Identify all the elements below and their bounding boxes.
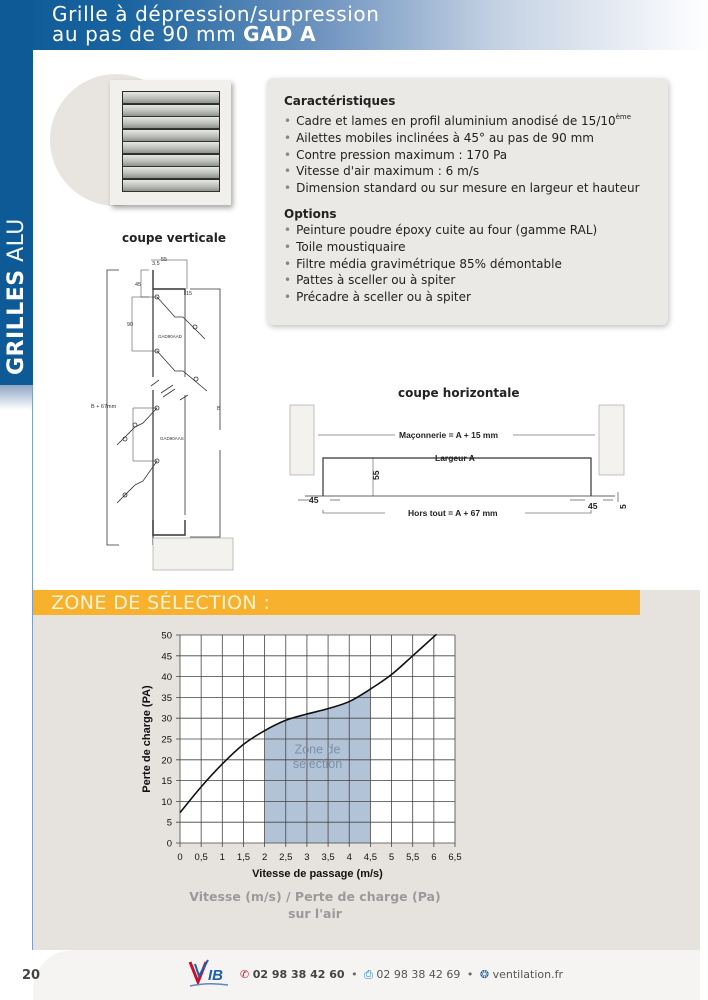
chart-caption xyxy=(150,888,480,922)
list-item: • Filtre média gravimétrique 85% démontable xyxy=(284,256,668,273)
phone-number[interactable]: 02 98 38 42 60 xyxy=(252,968,345,981)
characteristics-heading: Caractéristiques xyxy=(284,94,396,108)
phone-icon: ✆ xyxy=(240,968,250,981)
right-45-dim: 45 xyxy=(588,501,598,511)
overall-dim: Hors tout = A + 67 mm xyxy=(408,508,498,518)
selection-zone-title: ZONE DE SÉLECTION : xyxy=(51,592,271,614)
separator: • xyxy=(351,968,358,981)
vertical-section-drawing xyxy=(91,255,255,570)
depth-dim: 55 xyxy=(371,470,381,480)
options-heading: Options xyxy=(284,206,337,221)
y-tick-label: 25 xyxy=(161,734,172,746)
list-item: • Dimension standard ou sur mesure en largeur et hauteur xyxy=(284,180,668,197)
x-axis-label: Vitesse de passage (m/s) xyxy=(252,868,383,880)
zone-bar-filler xyxy=(640,590,700,615)
part-label-top: GAD90AAD xyxy=(158,334,183,339)
dim-45: 45 xyxy=(135,282,142,288)
x-tick-label: 1 xyxy=(219,852,225,863)
part-label-bottom: GAD90AAS xyxy=(160,436,184,441)
x-tick-label: 6,5 xyxy=(448,852,462,863)
page-title xyxy=(52,4,380,44)
list-item: • Toile moustiquaire xyxy=(284,239,668,256)
list-item: • Pattes à sceller ou à spiter xyxy=(284,272,668,289)
grille-louvers xyxy=(122,91,220,192)
category-label xyxy=(4,175,30,375)
title-line-2-prefix: au pas de 90 mm xyxy=(52,22,244,46)
list-item: • Contre pression maximum : 170 Pa xyxy=(284,147,668,164)
x-tick-label: 2,5 xyxy=(279,852,293,863)
horizontal-section-drawing xyxy=(285,400,635,530)
globe-icon: ❂ xyxy=(479,968,490,981)
product-code: GAD A xyxy=(243,22,317,46)
characteristics-list xyxy=(284,109,668,197)
x-tick-label: 3,5 xyxy=(321,852,335,863)
list-item: • Ailettes mobiles inclinées à 45° au pas de 90 mm xyxy=(284,130,668,147)
product-photo xyxy=(110,80,231,205)
y-tick-label: 45 xyxy=(161,651,172,663)
fax-number: 02 98 38 42 69 xyxy=(376,968,461,981)
width-dim: Largeur A xyxy=(435,453,475,463)
specifications-panel xyxy=(267,78,668,325)
x-tick-label: 2 xyxy=(261,852,268,863)
x-tick-label: 4 xyxy=(346,852,352,863)
selection-zone-label-line2: sélection xyxy=(292,757,343,772)
dim-15: 15 xyxy=(186,291,193,297)
y-tick-label: 20 xyxy=(161,755,172,767)
dim-3-5: 3.5 xyxy=(152,261,160,267)
x-tick-label: 4,5 xyxy=(363,852,377,863)
vertical-section-caption: coupe verticale xyxy=(122,231,226,245)
page-number: 20 xyxy=(22,968,41,983)
x-tick-label: 6 xyxy=(431,852,437,863)
separator: • xyxy=(466,968,474,981)
y-tick-label: 15 xyxy=(161,776,172,788)
selection-zone-banner xyxy=(33,590,640,615)
x-tick-label: 5,5 xyxy=(406,852,420,863)
dim-5: 5 xyxy=(618,504,628,509)
y-tick-label: 5 xyxy=(166,817,172,829)
category-label-light: ALU xyxy=(4,218,29,270)
fax-icon: ⎙ xyxy=(364,968,373,981)
page-header xyxy=(0,0,708,50)
website-link[interactable]: ventilation.fr xyxy=(492,968,563,981)
dim-90: 90 xyxy=(127,322,134,328)
options-list xyxy=(284,222,668,306)
x-tick-label: 3 xyxy=(304,852,310,863)
masonry-dim: Maçonnerie = A + 15 mm xyxy=(399,430,499,440)
y-tick-label: 30 xyxy=(161,713,172,725)
list-item: • Précadre à sceller ou à spiter xyxy=(284,289,668,306)
dim-b: B xyxy=(217,406,221,412)
selection-zone-label: Zone de xyxy=(294,742,341,757)
y-tick-label: 0 xyxy=(166,838,172,850)
pressure-loss-chart xyxy=(130,625,470,885)
dim-55: 55 xyxy=(161,257,168,263)
list-item: • Cadre et lames en profil aluminium anodisé de 15/10ème xyxy=(284,109,668,130)
title-line-2 xyxy=(52,24,380,44)
x-tick-label: 1,5 xyxy=(236,852,251,863)
dim-b-67: B + 67mm xyxy=(91,404,117,410)
vib-logo xyxy=(186,958,234,990)
title-line-1: Grille à dépression/surpression xyxy=(52,2,380,26)
side-band-fade xyxy=(0,385,33,410)
chart-caption-line1: Vitesse (m/s) / Perte de charge (Pa) xyxy=(189,889,441,904)
y-tick-label: 50 xyxy=(161,630,172,642)
y-tick-label: 10 xyxy=(161,796,172,808)
list-item: • Vitesse d'air maximum : 6 m/s xyxy=(284,163,668,180)
chart-caption-line2: sur l'air xyxy=(288,906,342,921)
x-tick-label: 0,5 xyxy=(194,852,208,863)
y-tick-label: 35 xyxy=(161,692,172,704)
y-axis-label: Perte de charge (PA) xyxy=(141,685,153,793)
left-45-dim: 45 xyxy=(309,495,319,505)
svg-text:IB: IB xyxy=(208,967,223,984)
y-tick-label: 40 xyxy=(161,672,172,684)
x-tick-label: 5 xyxy=(388,852,395,863)
list-item: • Peinture poudre époxy cuite au four (gamme RAL) xyxy=(284,222,668,239)
x-tick-label: 0 xyxy=(177,852,183,863)
footer-contact xyxy=(240,968,563,982)
horizontal-section-caption: coupe horizontale xyxy=(398,386,520,400)
category-label-bold: GRILLES xyxy=(4,269,29,375)
